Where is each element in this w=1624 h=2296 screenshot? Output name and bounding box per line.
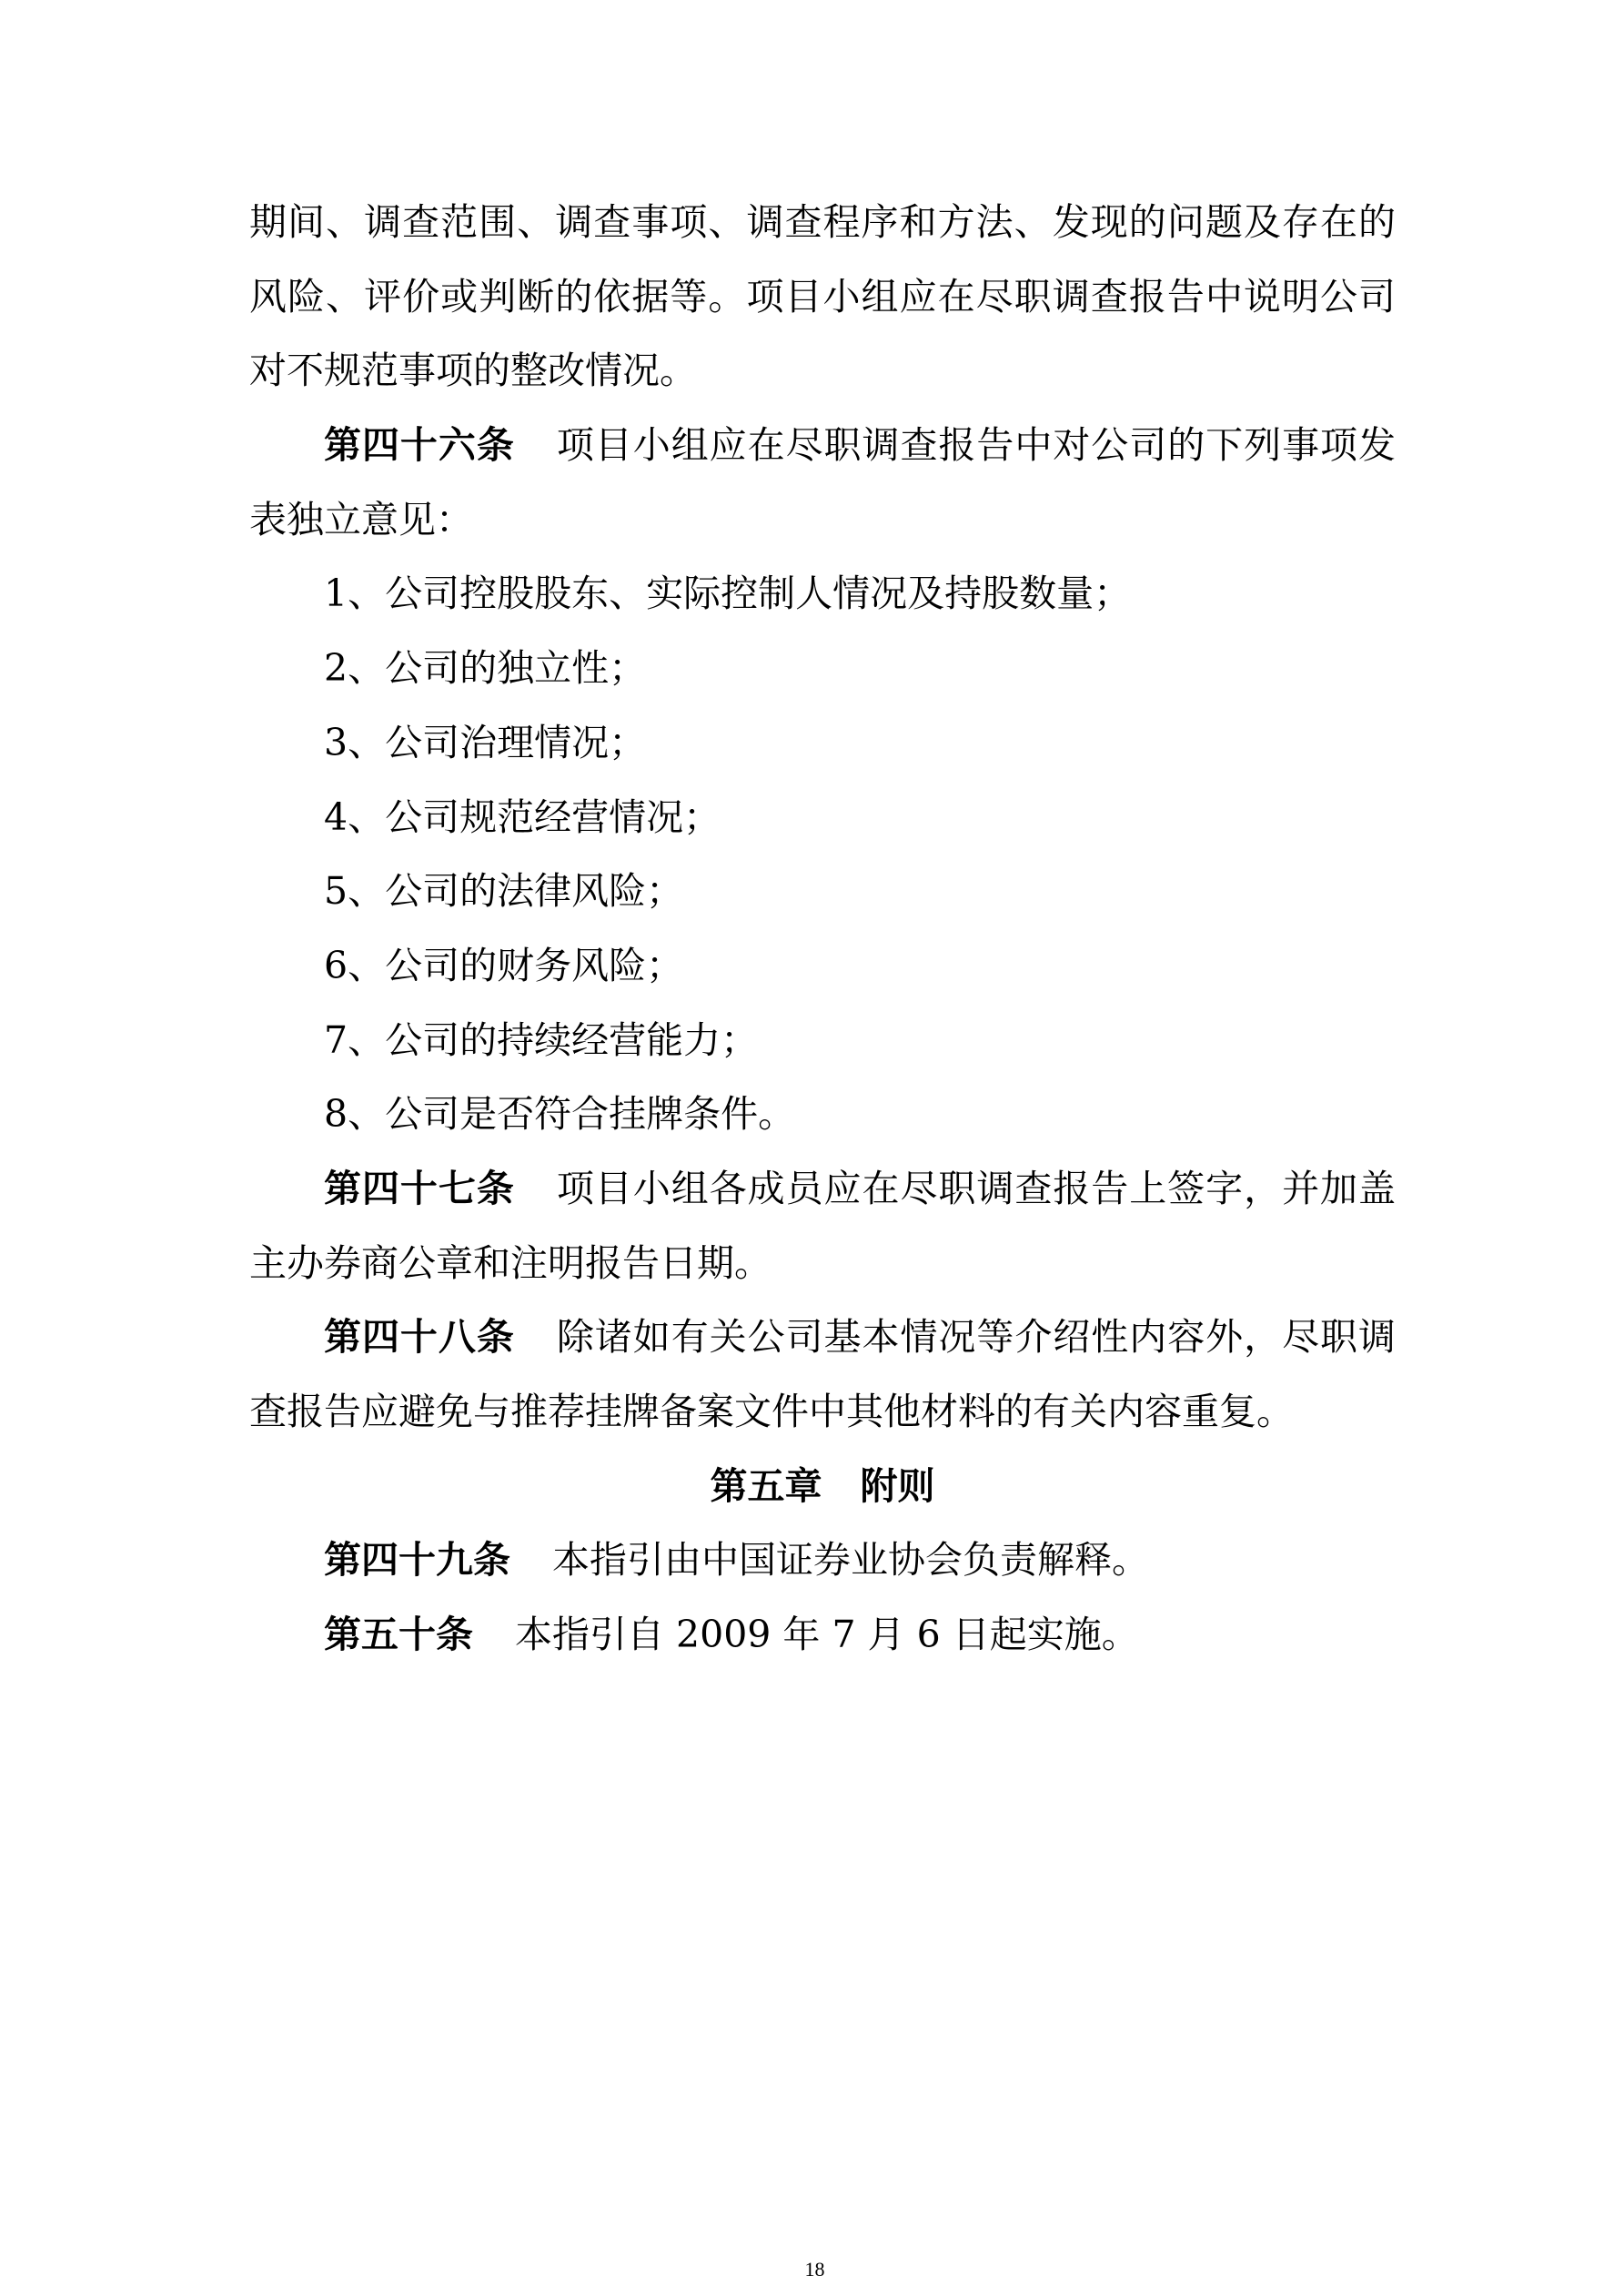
article-46-text: 项目小组应在尽职调查报告中对公司的下列事项发: [556, 423, 1397, 468]
article-47-line-1: [249, 1152, 1396, 1227]
article-48-line-1: [249, 1300, 1396, 1375]
article-46-label: 第四十六条: [324, 423, 515, 468]
article-48-label: 第四十八条: [324, 1315, 515, 1360]
article-49: [249, 1523, 1396, 1598]
list-item-4: 4、公司规范经营情况；: [324, 794, 721, 839]
page-number: 18: [804, 2258, 825, 2281]
list-item-8: 8、公司是否符合挂牌条件。: [324, 1092, 796, 1137]
continuation-line-3: 对不规范事项的整改情况。: [249, 349, 697, 393]
article-47-label: 第四十七条: [324, 1166, 515, 1210]
article-49-label: 第四十九条: [324, 1538, 510, 1583]
article-50-label: 第五十条: [324, 1613, 473, 1657]
article-48-text: 除诸如有关公司基本情况等介绍性内容外，尽职调: [556, 1315, 1397, 1360]
article-50: [249, 1598, 1396, 1673]
list-item-6: 6、公司的财务风险；: [324, 943, 684, 987]
chapter-number: 第五章: [710, 1463, 822, 1508]
continuation-line-1: 期间、调查范围、调查事项、调查程序和方法、发现的问题及存在的: [249, 200, 1396, 244]
list-item-2: 2、公司的独立性；: [324, 646, 647, 691]
list-item-1: 1、公司控股股东、实际控制人情况及持股数量；: [324, 571, 1132, 616]
page-body: [249, 186, 1396, 1673]
list-item-7: 7、公司的持续经营能力；: [324, 1017, 759, 1062]
article-46-line-2: 表独立意见：: [249, 497, 473, 541]
continuation-line-2: 风险、评价或判断的依据等。项目小组应在尽职调查报告中说明公司: [249, 274, 1396, 319]
article-47-text: 项目小组各成员应在尽职调查报告上签字，并加盖: [556, 1166, 1397, 1210]
list-item-3: 3、公司治理情况；: [324, 720, 647, 764]
article-48-line-2: 查报告应避免与推荐挂牌备案文件中其他材料的有关内容重复。: [249, 1390, 1294, 1433]
chapter-heading: [249, 1450, 1396, 1524]
article-49-text: 本指引由中国证券业协会负责解释。: [552, 1538, 1149, 1583]
list-item-5: 5、公司的法律风险；: [324, 869, 684, 914]
article-46-line-1: [249, 409, 1396, 483]
article-50-text: 本指引自 2009 年 7 月 6 日起实施。: [515, 1613, 1139, 1657]
chapter-title: 附则: [860, 1463, 935, 1508]
article-47-line-2: 主办券商公章和注明报告日期。: [249, 1240, 772, 1285]
